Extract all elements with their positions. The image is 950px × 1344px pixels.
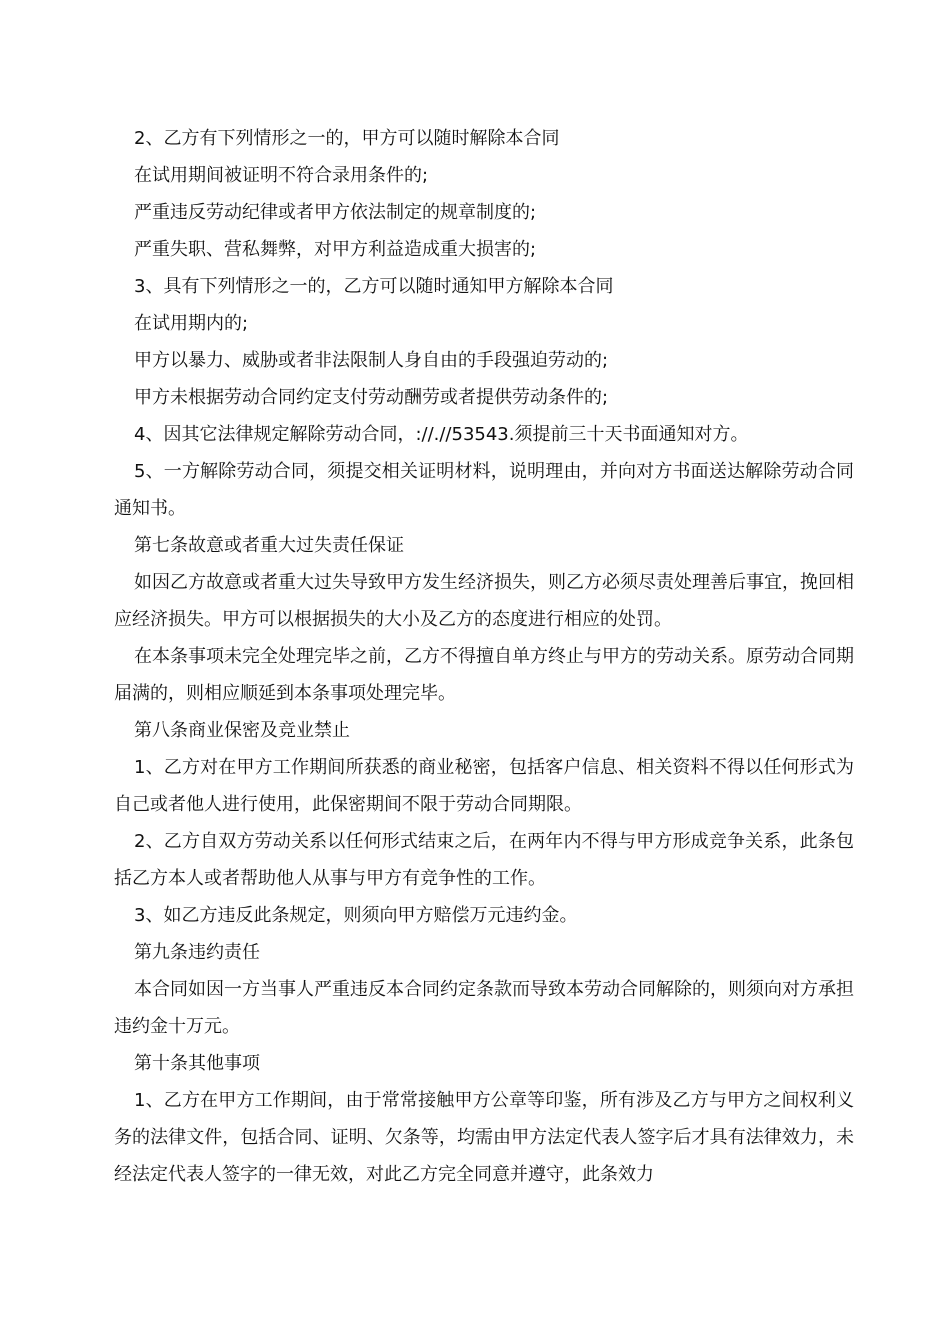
clause-paragraph: 3、具有下列情形之一的，乙方可以随时通知甲方解除本合同 bbox=[134, 276, 614, 297]
article-heading: 第九条违约责任 bbox=[134, 942, 260, 963]
clause-paragraph: 严重失职、营私舞弊，对甲方利益造成重大损害的; bbox=[134, 239, 537, 260]
clause-paragraph: 在本条事项未完全处理完毕之前，乙方不得擅自单方终止与甲方的劳动关系。原劳动合同期届满的，则相应顺延到本条事项处理完毕。 bbox=[114, 646, 854, 704]
article-heading: 第八条商业保密及竞业禁止 bbox=[134, 720, 350, 741]
article-heading: 第七条故意或者重大过失责任保证 bbox=[134, 535, 404, 556]
clause-paragraph: 甲方未根据劳动合同约定支付劳动酬劳或者提供劳动条件的; bbox=[134, 387, 609, 408]
clause-paragraph: 在试用期间被证明不符合录用条件的; bbox=[134, 165, 429, 186]
clause-paragraph: 严重违反劳动纪律或者甲方依法制定的规章制度的; bbox=[134, 202, 537, 223]
clause-paragraph: 5、一方解除劳动合同，须提交相关证明材料，说明理由，并向对方书面送达解除劳动合同通知书。 bbox=[114, 461, 854, 519]
clause-paragraph: 3、如乙方违反此条规定，则须向甲方赔偿万元违约金。 bbox=[134, 905, 578, 926]
clause-paragraph: 2、乙方自双方劳动关系以任何形式结束之后，在两年内不得与甲方形成竞争关系，此条包括乙方本人或者帮助他人从事与甲方有竞争性的工作。 bbox=[114, 831, 854, 889]
clause-paragraph: 1、乙方在甲方工作期间，由于常常接触甲方公章等印鉴，所有涉及乙方与甲方之间权利义务的法律文件，包括合同、证明、欠条等，均需由甲方法定代表人签字后才具有法律效力，未经法定代表人签字的一律无效，对此乙方完全同意并遵守，此条效力 bbox=[114, 1090, 854, 1185]
clause-paragraph: 在试用期内的; bbox=[134, 313, 249, 334]
clause-paragraph: 4、因其它法律规定解除劳动合同，://.//53543.须提前三十天书面通知对方。 bbox=[134, 424, 749, 445]
clause-paragraph: 甲方以暴力、威胁或者非法限制人身自由的手段强迫劳动的; bbox=[134, 350, 609, 371]
clause-paragraph: 本合同如因一方当事人严重违反本合同约定条款而导致本劳动合同解除的，则须向对方承担违约金十万元。 bbox=[114, 979, 854, 1037]
document-body bbox=[114, 120, 854, 1193]
clause-paragraph: 如因乙方故意或者重大过失导致甲方发生经济损失，则乙方必须尽责处理善后事宜，挽回相应经济损失。甲方可以根据损失的大小及乙方的态度进行相应的处罚。 bbox=[114, 572, 854, 630]
article-heading: 第十条其他事项 bbox=[134, 1053, 260, 1074]
clause-paragraph: 2、乙方有下列情形之一的，甲方可以随时解除本合同 bbox=[134, 128, 560, 149]
clause-paragraph: 1、乙方对在甲方工作期间所获悉的商业秘密，包括客户信息、相关资料不得以任何形式为自己或者他人进行使用，此保密期间不限于劳动合同期限。 bbox=[114, 757, 854, 815]
